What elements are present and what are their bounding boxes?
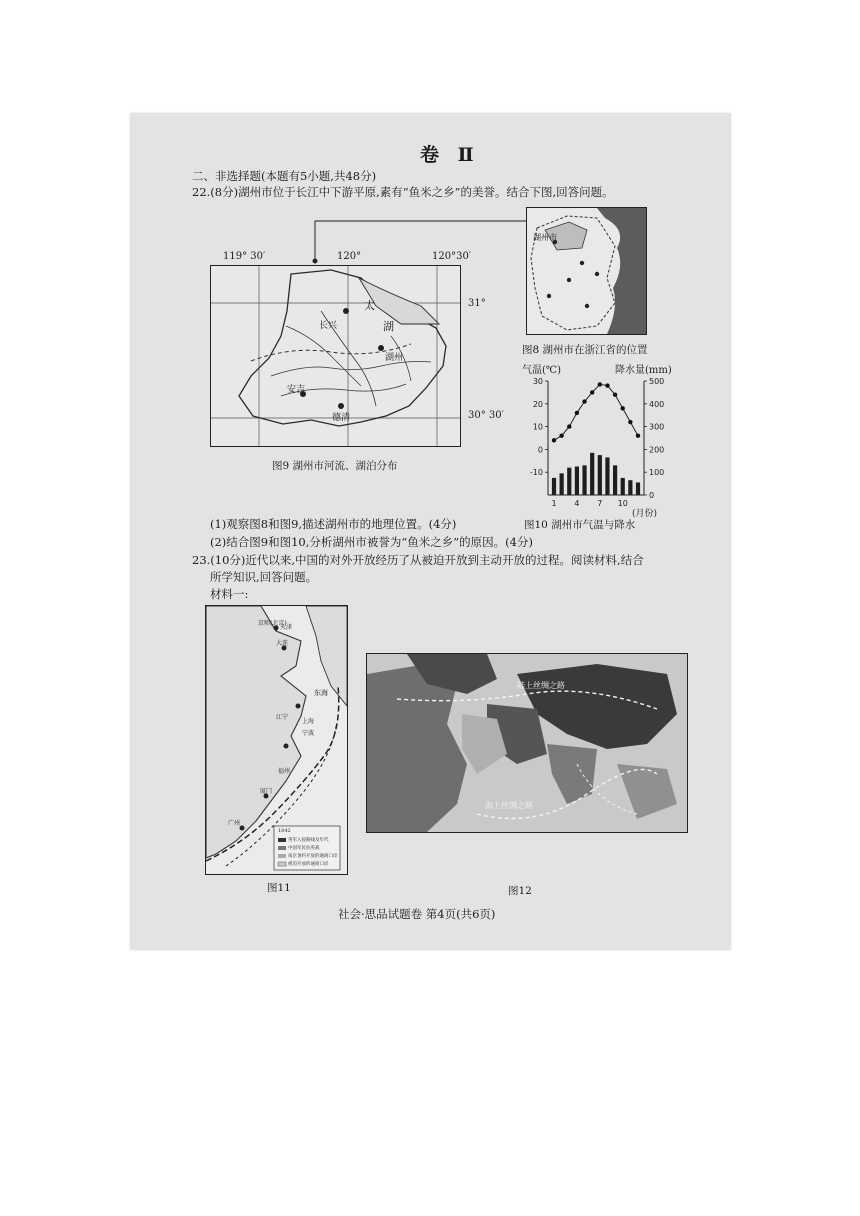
fig9-lon-label: 120° — [337, 251, 362, 262]
q23-material-label: 材料一: — [210, 587, 249, 601]
fig12-sea-route-label: 海上丝绸之路 — [485, 801, 533, 810]
left-tick-label: 10 — [532, 422, 543, 432]
q23-stem-line1: 23.(10分)近代以来,中国的对外开放经历了从被迫开放到主动开放的过程。阅读材料,结合 — [192, 553, 644, 567]
precipitation-bar — [582, 465, 586, 495]
precipitation-bar — [605, 457, 609, 495]
x-tick-label: 4 — [574, 499, 580, 508]
section-heading: 二、非选择题(本题有5小题,共48分) — [192, 169, 377, 183]
q22-stem: 22.(8分)湖州市位于长江中下游平原,素有“鱼米之乡”的美誉。结合下图,回答问题。 — [192, 185, 614, 199]
right-tick-label: 300 — [649, 422, 665, 432]
fig10-caption: 图10 湖州市气温与降水 — [524, 519, 636, 531]
precipitation-bar — [560, 473, 564, 495]
temperature-point — [628, 420, 632, 424]
right-tick-label: 0 — [649, 491, 655, 500]
temperature-point — [636, 434, 640, 438]
temperature-point — [575, 411, 579, 415]
fig12-map — [366, 653, 688, 833]
precipitation-bar — [575, 467, 579, 496]
fig11-place-label: 天津 — [280, 624, 293, 631]
fig11-map — [205, 605, 348, 875]
temperature-line — [554, 384, 638, 440]
precipitation-bar — [628, 480, 632, 495]
fig11-place-label: 大连 — [276, 640, 289, 647]
x-tick-label: 10 — [617, 499, 628, 508]
fig12-land-route-label: 陆上丝绸之路 — [517, 681, 565, 690]
fig10-climate-chart — [522, 373, 682, 523]
fig11-caption: 图11 — [267, 882, 291, 894]
q23-stem-line2: 所学知识,回答问题。 — [210, 570, 318, 584]
q22-sub1: (1)观察图8和图9,描述湖州市的地理位置。(4分) — [210, 517, 457, 531]
temperature-point — [621, 406, 625, 410]
temperature-point — [605, 383, 609, 387]
right-tick-label: 100 — [649, 468, 665, 478]
fig9-caption: 图9 湖州市河流、湖泊分布 — [272, 460, 398, 472]
temperature-point — [582, 399, 586, 403]
right-tick-label: 200 — [649, 445, 665, 455]
fig11-legend-item: 英军入侵路线及年代 — [288, 838, 329, 843]
temperature-point — [559, 434, 563, 438]
precipitation-bar — [567, 468, 571, 495]
x-tick-label: 7 — [597, 499, 603, 508]
page-footer: 社会·思品试题卷 第4页(共6页) — [338, 907, 496, 921]
fig11-legend-year: 1842 — [278, 828, 291, 834]
fig10-right-axis-title: 降水量(mm) — [615, 365, 672, 376]
fig10-left-axis-title: 气温(℃) — [522, 365, 561, 376]
fig11-place-label: 宁波 — [302, 730, 315, 737]
place-label: 湖州 — [385, 353, 404, 363]
place-label: 湖 — [383, 320, 394, 333]
fig10-month-unit: (月份) — [632, 509, 658, 519]
q22-sub2: (2)结合图9和图10,分析湖州市被誉为“鱼米之乡”的原因。(4分) — [210, 535, 533, 549]
fig11-legend-item: 南京条约开放的通商口岸 — [288, 854, 338, 859]
right-tick-label: 400 — [649, 399, 665, 409]
fig11-place-label: 福州 — [278, 768, 291, 775]
fig8-map-graphic — [527, 208, 646, 334]
fig11-place-label: 京师(北京) — [258, 620, 287, 627]
temperature-point — [598, 382, 602, 386]
fig9-lat-label: 30° 30′ — [468, 410, 504, 421]
exam-page — [130, 113, 731, 950]
place-label: 太 — [364, 299, 375, 312]
precipitation-bar — [636, 482, 640, 495]
x-tick-label: 1 — [551, 499, 557, 508]
fig11-place-label: 东海 — [314, 689, 328, 697]
fig11-place-label: 上海 — [302, 718, 315, 725]
left-tick-label: 0 — [537, 445, 543, 455]
left-tick-label: -10 — [529, 468, 543, 478]
fig11-place-label: 厦门 — [260, 788, 273, 795]
left-tick-label: 20 — [532, 399, 543, 409]
temperature-point — [590, 390, 594, 394]
temperature-point — [613, 392, 617, 396]
fig11-legend-item: 中国军民抗英战 — [288, 846, 320, 851]
section-title: 卷 Ⅱ — [420, 144, 480, 166]
fig11-place-label: 江宁 — [276, 714, 289, 721]
fig8-map — [526, 207, 647, 335]
precipitation-bar — [552, 478, 556, 495]
fig12-caption: 图12 — [508, 885, 532, 897]
right-tick-label: 500 — [649, 377, 665, 386]
fig11-legend-item: 被迫开放的通商口岸 — [288, 862, 329, 867]
fig9-lon-label: 119° 30′ — [223, 251, 266, 262]
left-tick-label: 30 — [532, 377, 543, 386]
precipitation-bar — [590, 453, 594, 495]
bleed-through-text — [690, 133, 730, 733]
precipitation-bar — [613, 465, 617, 495]
precipitation-bar — [621, 478, 625, 495]
precipitation-bar — [598, 455, 602, 495]
place-label: 安吉 — [287, 385, 306, 395]
fig9-lat-label: 31° — [468, 298, 486, 309]
place-label: 长兴 — [319, 321, 338, 331]
fig9-map — [210, 265, 461, 447]
fig9-lon-label: 120°30′ — [432, 251, 472, 262]
fig11-place-label: 广州 — [228, 820, 241, 827]
temperature-point — [552, 438, 556, 442]
temperature-point — [567, 424, 571, 428]
fig8-caption: 图8 湖州市在浙江省的位置 — [522, 344, 648, 356]
place-label: 德清 — [332, 413, 351, 423]
fig8-huzhou-label: 湖州市 — [533, 233, 557, 242]
